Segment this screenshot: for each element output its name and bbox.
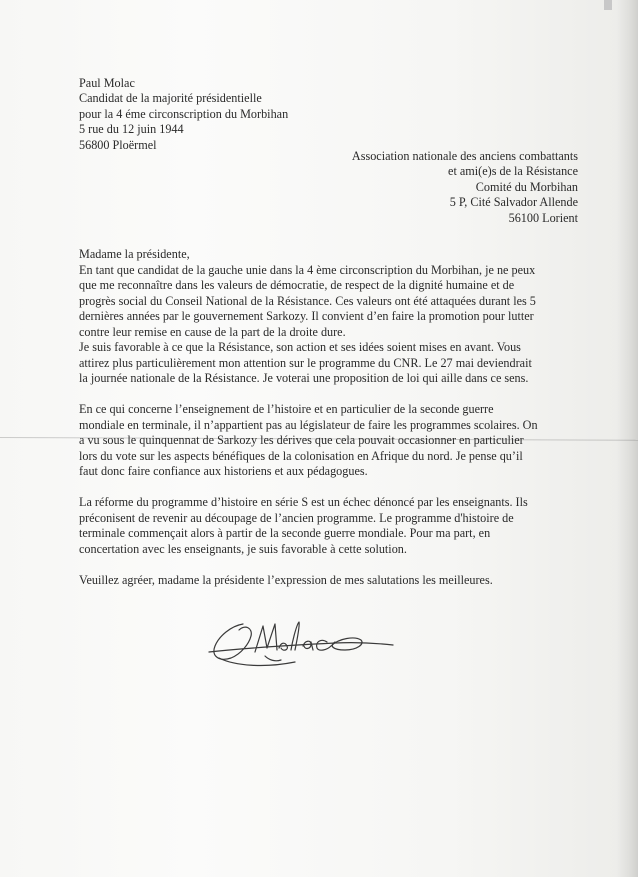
paragraph-line: mondiale en terminale, il n’appartient pas au législateur de faire les programmes scolaires. On — [79, 417, 538, 432]
handwritten-signature — [205, 612, 400, 674]
paragraph-line: attirez plus particulièrement mon attention sur le programme du CNR. Le 27 mai deviendrait — [79, 355, 532, 370]
sender-name: Paul Molac — [79, 76, 135, 90]
sender-address — [79, 76, 288, 153]
recipient-street: 5 P, Cité Salvador Allende — [449, 195, 578, 210]
recipient-city: 56100 Lorient — [508, 210, 578, 225]
paragraph-line: En tant que candidat de la gauche unie dans la 4 ème circonscription du Morbihan, je ne peux — [79, 262, 536, 277]
sender-street: 5 rue du 12 juin 1944 — [79, 122, 184, 137]
recipient-address — [352, 149, 578, 226]
paragraph-line: faut donc faire confiance aux historiens et aux pédagogues. — [79, 464, 368, 478]
paragraph-1 — [79, 263, 619, 387]
paragraph-line: lors du vote sur les aspects bénéfiques de la colonisation en Afrique du nord. Je pense qu’il — [79, 448, 523, 463]
paragraph-3 — [79, 495, 619, 557]
paragraph-line: terminale commençait alors à partir de la seconde guerre mondiale. Pour ma part, en — [79, 526, 491, 540]
paragraph-2 — [79, 402, 619, 480]
scan-mark — [604, 0, 612, 10]
paragraph-line: En ce qui concerne l’enseignement de l’histoire et en particulier de la seconde guerre — [79, 402, 494, 416]
letter-body — [79, 247, 619, 588]
sender-title: Candidat de la majorité présidentielle — [79, 91, 262, 106]
closing: Veuillez agréer, madame la présidente l’expression de mes salutations les meilleures. — [79, 572, 493, 587]
page-edge-shadow — [616, 0, 638, 877]
recipient-organization-cont: et ami(e)s de la Résistance — [448, 164, 578, 179]
paragraph-line: dernières années par le gouvernement Sarkozy. Il convient d’en faire la promotion pour lutter — [79, 309, 534, 323]
paragraph-line: Je suis favorable à ce que la Résistance, son action et ses idées soient mises en avant. Vous — [79, 340, 521, 354]
recipient-organization: Association nationale des anciens combattants — [351, 149, 578, 163]
paragraph-line: que me reconnaître dans les valeurs de démocratie, de respect de la dignité humaine et de — [79, 278, 515, 292]
paragraph-line: concertation avec les enseignants, je suis favorable à cette solution. — [79, 541, 407, 556]
paragraph-line: préconisent de revenir au découpage de l’ancien programme. Le programme d'histoire de — [79, 510, 514, 525]
paragraph-line: la journée nationale de la Résistance. Je voterai une proposition de loi qui aille dans ce sens. — [79, 371, 529, 385]
sender-constituency: pour la 4 éme circonscription du Morbihan — [79, 106, 289, 121]
paragraph-line: progrès social du Conseil National de la Résistance. Ces valeurs ont été attaquées durant les 5 — [79, 293, 536, 308]
sender-city: 56800 Ploërmel — [79, 137, 157, 152]
paragraph-line: contre leur remise en cause de la part de la droite dure. — [79, 324, 346, 339]
paragraph-line: a vu sous le quinquennat de Sarkozy les dérives que cela pouvait occasionner en particulier — [79, 433, 524, 447]
salutation: Madame la présidente, — [79, 247, 190, 261]
paragraph-line: La réforme du programme d’histoire en série S est un échec dénoncé par les enseignants. Ils — [79, 495, 528, 509]
recipient-committee: Comité du Morbihan — [475, 179, 578, 194]
